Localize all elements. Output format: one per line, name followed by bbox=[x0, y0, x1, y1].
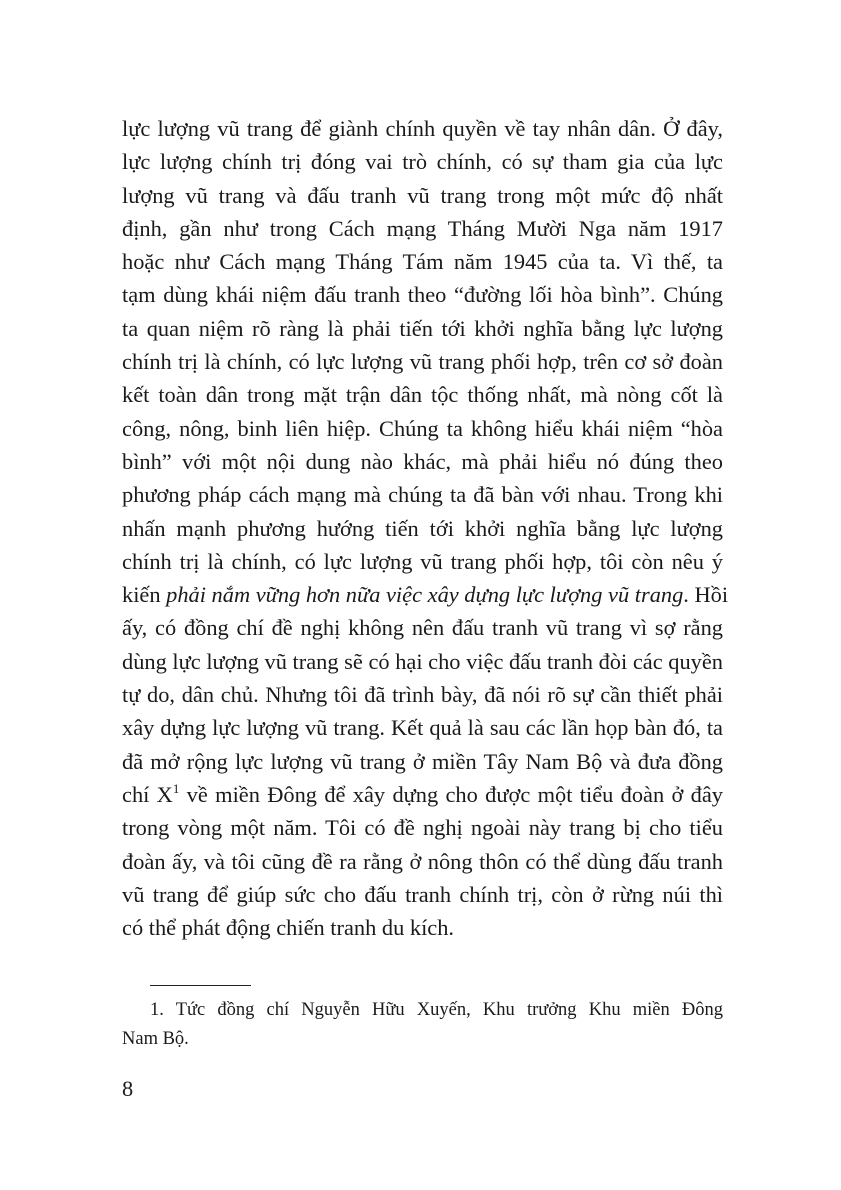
page-number: 8 bbox=[122, 1076, 134, 1101]
text-segment: dùng lực lượng vũ trang sẽ có hại cho việc đấu tranh đòi các quyền bbox=[122, 648, 723, 674]
text-segment: phương pháp cách mạng mà chúng ta đã bàn với nhau. Trong khi bbox=[122, 482, 723, 508]
text-segment: nhấn mạnh phương hướng tiến tới khởi nghĩa bằng lực lượng bbox=[122, 515, 723, 541]
text-line bbox=[122, 545, 723, 578]
text-segment: lực lượng vũ trang để giành chính quyền về tay nhân dân. Ở đây, bbox=[122, 116, 723, 141]
text-segment: kiến bbox=[122, 582, 167, 608]
text-line bbox=[122, 179, 723, 212]
text-line bbox=[122, 345, 723, 378]
body-text bbox=[122, 112, 729, 944]
text-segment: vũ trang để giúp sức cho đấu tranh chính trị, còn ở rừng núi thì bbox=[122, 881, 723, 907]
text-line bbox=[122, 745, 723, 778]
text-line bbox=[122, 578, 729, 611]
text-line bbox=[122, 811, 723, 844]
text-line bbox=[122, 611, 723, 644]
text-line bbox=[122, 245, 723, 278]
text-segment: đã mở rộng lực lượng vũ trang ở miền Tây Nam Bộ và đưa đồng bbox=[122, 748, 723, 774]
text-segment: chính trị là chính, có lực lượng vũ trang phối hợp, trên cơ sở đoàn bbox=[122, 349, 723, 375]
text-segment: lực lượng chính trị đóng vai trò chính, có sự tham gia của lực bbox=[122, 149, 723, 175]
text-segment: kết toàn dân trong mặt trận dân tộc thống nhất, mà nòng cốt là bbox=[122, 382, 723, 408]
text-line bbox=[122, 278, 723, 311]
footnote bbox=[122, 996, 723, 1054]
text-segment: đoàn ấy, và tôi cũng đề ra rằng ở nông thôn có thể dùng đấu tranh bbox=[122, 848, 723, 874]
text-line bbox=[122, 378, 723, 411]
text-line bbox=[122, 445, 723, 478]
text-segment: tạm dùng khái niệm đấu tranh theo “đường lối hòa bình”. Chúng bbox=[122, 282, 723, 308]
text-line bbox=[122, 478, 723, 511]
text-line bbox=[122, 645, 723, 678]
text-segment: có thể phát động chiến tranh du kích. bbox=[122, 915, 455, 941]
footnote-marker: 1 bbox=[172, 780, 180, 796]
footnote-line: 1. Tức đồng chí Nguyễn Hữu Xuyến, Khu trưởng Khu miền Đông bbox=[150, 1000, 723, 1020]
text-segment: xây dựng lực lượng vũ trang. Kết quả là sau các lần họp bàn đó, ta bbox=[122, 715, 723, 741]
text-segment: ấy, có đồng chí đề nghị không nên đấu tranh vũ trang vì sợ rằng bbox=[122, 615, 723, 641]
text-segment: . Hồi bbox=[683, 582, 729, 608]
text-segment: lượng vũ trang và đấu tranh vũ trang trong một mức độ nhất bbox=[122, 182, 723, 208]
text-line bbox=[122, 112, 723, 145]
footnote-divider bbox=[150, 985, 251, 986]
emphasis-text: phải nắm vững hơn nữa việc xây dựng lực lượng vũ trang bbox=[166, 582, 684, 608]
text-segment: trong vòng một năm. Tôi có đề nghị ngoài này trang bị cho tiểu bbox=[122, 815, 723, 841]
text-line bbox=[122, 878, 723, 911]
text-line bbox=[122, 212, 723, 245]
footnote-line: Nam Bộ. bbox=[122, 1029, 189, 1049]
text-segment: bình” với một nội dung nào khác, mà phải hiểu nó đúng theo bbox=[122, 448, 723, 474]
text-line bbox=[122, 145, 723, 178]
text-segment: về miền Đông để xây dựng cho được một tiểu đoàn ở đây bbox=[179, 781, 723, 807]
text-line bbox=[122, 512, 723, 545]
text-segment: ta quan niệm rõ ràng là phải tiến tới khởi nghĩa bằng lực lượng bbox=[122, 315, 723, 341]
text-segment: tự do, dân chủ. Nhưng tôi đã trình bày, đã nói rõ sự cần thiết phải bbox=[122, 682, 723, 708]
text-segment: định, gần như trong Cách mạng Tháng Mười Nga năm 1917 bbox=[122, 215, 723, 241]
text-segment: chí X bbox=[122, 781, 173, 807]
text-line bbox=[122, 778, 723, 811]
text-segment: hoặc như Cách mạng Tháng Tám năm 1945 của ta. Vì thế, ta bbox=[122, 249, 723, 275]
text-line bbox=[122, 711, 723, 744]
text-line bbox=[122, 845, 723, 878]
text-line bbox=[122, 911, 723, 944]
text-line bbox=[122, 312, 723, 345]
text-segment: chính trị là chính, có lực lượng vũ trang phối hợp, tôi còn nêu ý bbox=[122, 548, 723, 574]
text-line bbox=[122, 678, 723, 711]
text-line bbox=[122, 412, 723, 445]
text-segment: công, nông, binh liên hiệp. Chúng ta không hiểu khái niệm “hòa bbox=[122, 415, 723, 441]
